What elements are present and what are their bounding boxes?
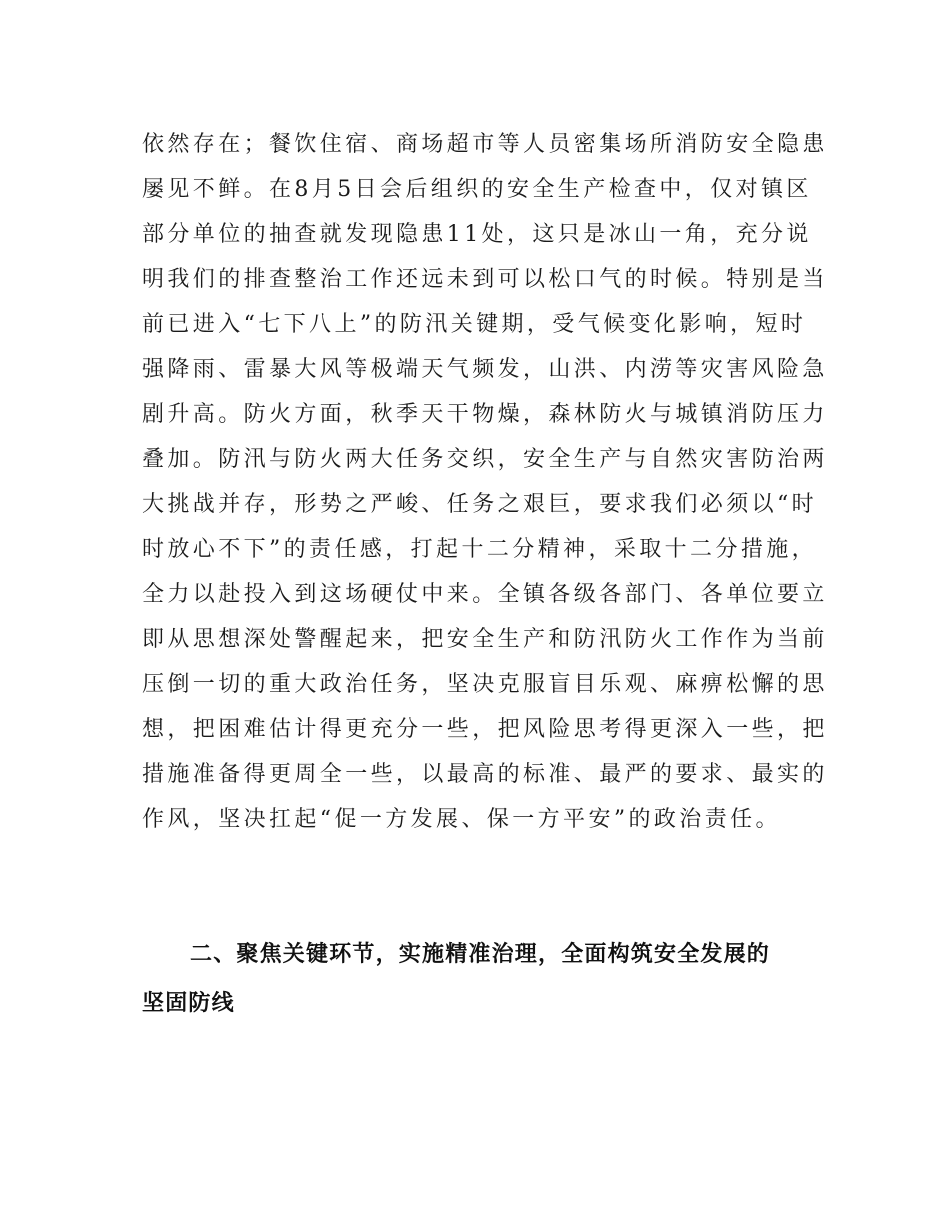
paragraph-line: 即从思想深处警醒起来，把安全生产和防汛防火工作作为当前: [142, 627, 828, 652]
paragraph-line: 时放心不下”的责任感，打起十二分精神，采取十二分措施，: [142, 537, 818, 562]
body-paragraph: [142, 122, 828, 842]
paragraph-line: 依然存在；餐饮住宿、商场超市等人员密集场所消防安全隐患: [142, 132, 828, 157]
paragraph-line: 压倒一切的重大政治任务，坚决克服盲目乐观、麻痹松懈的思: [142, 672, 828, 697]
section-heading-line-1: 二、聚焦关键环节，实施精准治理，全面构筑安全发展的: [190, 942, 771, 967]
section-heading-line-2: 坚固防线: [142, 991, 235, 1016]
paragraph-line: 屡见不鲜。在8月5日会后组织的安全生产检查中，仅对镇区: [142, 177, 812, 202]
paragraph-line: 作风，坚决扛起“促一方发展、保一方平安”的政治责任。: [142, 807, 781, 832]
paragraph-line: 明我们的排查整治工作还远未到可以松口气的时候。特别是当: [142, 267, 828, 292]
section-heading: [142, 930, 812, 1028]
paragraph-line: 大挑战并存，形势之严峻、任务之艰巨，要求我们必须以“时: [142, 492, 818, 517]
paragraph-line: 强降雨、雷暴大风等极端天气频发，山洪、内涝等灾害风险急: [142, 357, 828, 382]
paragraph-line: 部分单位的抽查就发现隐患11处，这只是冰山一角，充分说: [142, 222, 812, 247]
paragraph-line: 剧升高。防火方面，秋季天干物燥，森林防火与城镇消防压力: [142, 402, 828, 427]
paragraph-line: 措施准备得更周全一些，以最高的标准、最严的要求、最实的: [142, 762, 828, 787]
paragraph-line: 前已进入“七下八上”的防汛关键期，受气候变化影响，短时: [142, 312, 807, 337]
paragraph-line: 想，把困难估计得更充分一些，把风险思考得更深入一些，把: [142, 717, 828, 742]
paragraph-line: 叠加。防汛与防火两大任务交织，安全生产与自然灾害防治两: [142, 447, 828, 472]
paragraph-line: 全力以赴投入到这场硬仗中来。全镇各级各部门、各单位要立: [142, 582, 828, 607]
